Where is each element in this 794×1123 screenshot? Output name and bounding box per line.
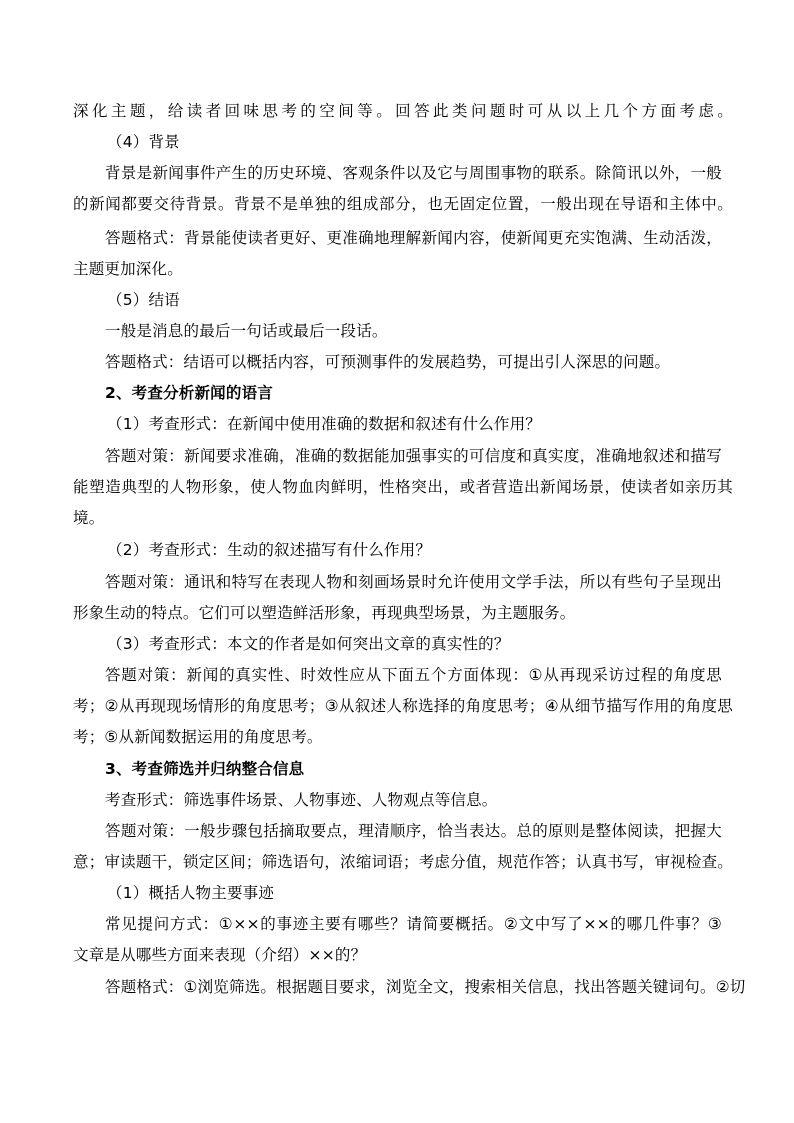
section-heading: （4）背景 bbox=[107, 133, 180, 151]
paragraph-line: 境。 bbox=[73, 509, 105, 527]
paragraph-line: 答题对策：新闻要求准确，准确的数据能加强事实的可信度和真实度，准确地叙述和描写 bbox=[105, 447, 722, 465]
section-heading: （5）结语 bbox=[107, 291, 180, 309]
paragraph-line: 深化主题，给读者回味思考的空间等。回答此类问题时可从以上几个方面考虑。 bbox=[73, 102, 733, 120]
paragraph-line: 答题格式：结语可以概括内容，可预测事件的发展趋势，可提出引人深思的问题。 bbox=[105, 353, 671, 371]
paragraph-line: 答题格式：①浏览筛选。根据题目要求，浏览全文，搜索相关信息，找出答题关键词句。②切 bbox=[105, 978, 746, 996]
question-heading: （1）考查形式：在新闻中使用准确的数据和叙述有什么作用？ bbox=[107, 415, 541, 433]
paragraph-line: 能塑造典型的人物形象，使人物血肉鲜明，性格突出，或者营造出新闻场景，使读者如亲历其 bbox=[73, 478, 733, 496]
paragraph-line: 常见提问方式：①××的事迹主要有哪些？请简要概括。②文中写了××的哪几件事？③ bbox=[105, 915, 722, 933]
question-heading: （1）概括人物主要事迹 bbox=[107, 884, 275, 902]
paragraph-line: 的新闻都要交待背景。背景不是单独的组成部分，也无固定位置，一般出现在导语和主体中。 bbox=[73, 195, 733, 213]
paragraph-line: 考查形式：筛选事件场景、人物事迹、人物观点等信息。 bbox=[105, 791, 498, 809]
paragraph-line: 一般是消息的最后一句话或最后一段话。 bbox=[105, 322, 388, 340]
paragraph-line: 答题对策：新闻的真实性、时效性应从下面五个方面体现：①从再现采访过程的角度思 bbox=[105, 666, 722, 684]
paragraph-line: 答题格式：背景能使读者更好、更准确地理解新闻内容，使新闻更充实饱满、生动活泼， bbox=[105, 229, 722, 247]
paragraph-line: 主题更加深化。 bbox=[73, 260, 183, 278]
paragraph-line: 意；审读题干，锁定区间；筛选语句，浓缩词语；考虑分值，规范作答；认真书写，审视检查。 bbox=[73, 853, 733, 871]
paragraph-line: 背景是新闻事件产生的历史环境、客观条件以及它与周围事物的联系。除简讯以外，一般 bbox=[105, 164, 722, 182]
paragraph-line: 文章是从哪些方面来表现（介绍）××的？ bbox=[73, 946, 367, 964]
paragraph-line: 考；⑤从新闻数据运用的角度思考。 bbox=[73, 728, 323, 746]
paragraph-line: 形象生动的特点。它们可以塑造鲜活形象，再现典型场景，为主题服务。 bbox=[73, 604, 576, 622]
paragraph-line: 答题对策：一般步骤包括摘取要点，理清顺序，恰当表达。总的原则是整体阅读，把握大 bbox=[105, 822, 722, 840]
paragraph-line: 答题对策：通讯和特写在表现人物和刻画场景时允许使用文学手法，所以有些句子呈现出 bbox=[105, 573, 722, 591]
section-heading: 2、考查分析新闻的语言 bbox=[105, 384, 273, 402]
section-heading: 3、考查筛选并归纳整合信息 bbox=[105, 760, 305, 778]
question-heading: （3）考查形式：本文的作者是如何突出文章的真实性的？ bbox=[107, 635, 510, 653]
paragraph-line: 考；②从再现现场情形的角度思考；③从叙述人称选择的角度思考；④从细节描写作用的角度思 bbox=[73, 697, 733, 715]
question-heading: （2）考查形式：生动的叙述描写有什么作用？ bbox=[107, 541, 432, 559]
